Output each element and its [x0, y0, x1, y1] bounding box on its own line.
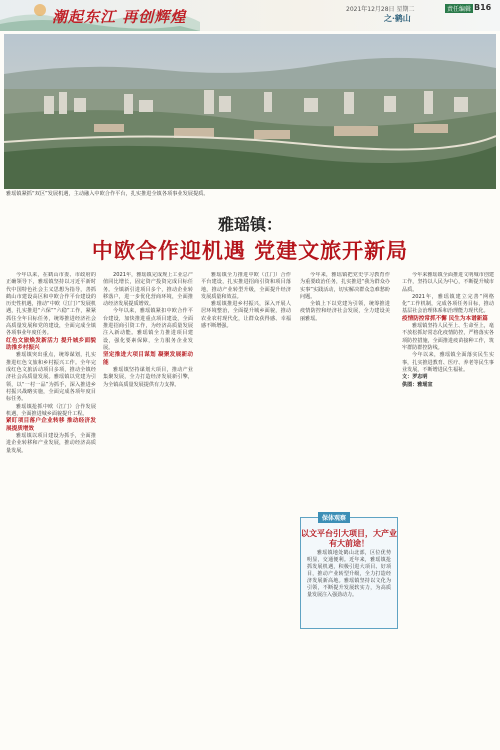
paragraph: 今年以来，雅瑶镇紧扣中欧合作平台建设，加快推进重点项目建设，全面推进招商引资工作，为经济高质量发展注入新动能。雅瑶镇全力推进项目建设，强化要素保障，全力服务企业发展。 [103, 308, 193, 351]
photo-credit: 供图：雅瑶宣 [402, 381, 433, 388]
aerial-photo-illustration [4, 34, 496, 189]
aerial-town-photo [4, 34, 496, 189]
sidebar-box-body: 雅瑶镇地处鹤山北部，区位优势明显，交通便利。近年来，雅瑶镇抢抓发展机遇，积极引进大项目、好项目，推动产业转型升级，全力打造经济发展新高地。雅瑶镇坚持以文化为引领，不断提升发展软实力，为高质量发展注入强劲动力。 [307, 550, 391, 598]
section-name: 之·鹤山 [384, 13, 411, 23]
editor-tag: 责任编辑 [447, 6, 472, 13]
paragraph: 2021年，雅瑶镇建立完善“网格化”工作机制，完成各项任务目标，推动基层社会治理体系和治理能力现代化。 [402, 293, 494, 315]
paragraph: 雅瑶镇推进乡村振兴，深入开展人居环境整治，全面提升城乡面貌，推动农业农村现代化，让群众获得感、幸福感不断增强。 [201, 301, 291, 330]
sidebar-box-label: 保体观察 [318, 512, 350, 523]
section-subhead: 坚定推进大项目谋划 凝聚发展新动能 [103, 352, 193, 366]
paragraph: 今年以来，在鹤山市委、市政府的正确领导下，雅瑶镇坚持以习近平新时代中国特色社会主义思想为指导，善抓鹤山市建设高区和中欧合作平台建设的历史性机遇，推动“中欧（江门）”发展机遇，扎实推进“六保”“六稳”工作，紧紧抓住全年目标任务，统筹推进经济社会高质量发展和党的建设，全面完成全镇各项事业年度任务。 [6, 272, 96, 337]
page-headline: 中欧合作迎机遇 党建文旅开新局 [91, 238, 409, 263]
sidebar-box-title: 以文平台引大项目，大产业有大前途！ [301, 528, 397, 548]
paragraph: 雅瑶镇突出重点，统筹谋划，扎实推进红色文旅和乡村振兴工作。全年完成红色文旅活动项目多项，推动全镇经济社会高质量发展。雅瑶镇以党建为引领，以“一村一品”为抓手，深入推进乡村振兴战略实施，全面完成各项年度目标任务。 [6, 352, 96, 403]
article-column-5 [402, 272, 494, 744]
article-body [6, 272, 494, 744]
section-subhead: 红色文旅焕发新活力 提升城乡面貌助推乡村振兴 [6, 337, 96, 352]
article-column-1 [6, 272, 96, 744]
paragraph: 雅瑶镇坚持人民至上、生命至上，毫不放松抓好常态化疫情防控，严格落实各项防控措施，全面推进疫苗接种工作，筑牢群防群控防线。 [402, 323, 494, 352]
paragraph: 雅瑶镇全力推进中欧（江门）合作平台建设，扎实推进招商引资和项目落地，推动产业转型升级，全面提升经济发展质量和效益。 [201, 272, 291, 300]
article-column-2 [103, 272, 193, 744]
paragraph: 今年来雅瑶镇全面推进文明城市创建工作，坚持以人民为中心，不断提升城市品质。 [402, 272, 494, 293]
page-number: B16 [474, 3, 492, 12]
paragraph: 雅瑶镇坚持谋划大项目，推动产业集聚发展，全力打造经济发展新引擎，为全镇高质量发展提供有力支撑。 [103, 367, 193, 388]
headline-kicker [0, 212, 500, 235]
paragraph: 雅瑶镇以项目建设为抓手，全面推进企业转移和产业发展，推动经济高质量发展。 [6, 432, 96, 454]
author-byline: 文：罗志明 [402, 374, 428, 381]
paragraph: 2021年，雅瑶镇完成规上工业总产值同比增长，固定资产投资完成目标任务。全镇新引进项目多个，推动企业转移落户，进一步优化营商环境，全面推动经济发展提质增效。 [103, 272, 193, 308]
paragraph: 今年来，雅瑶镇把党史学习教育作为重要政治任务，扎实推进“我为群众办实事”实践活动，切实解决群众急难愁盼问题。 [300, 272, 390, 300]
sidebar-box [300, 517, 398, 629]
article-column-4 [300, 272, 390, 512]
photo-caption: 雅瑶镇紧抓“双区”发展机遇，主动融入中欧合作平台，扎实推进全镇各项事业发展提质。 [6, 191, 209, 197]
section-subhead: 紧盯项目落户企业转移 推动经济发展提质增效 [6, 418, 96, 432]
paragraph: 全镇上下以党建为引领，统筹推进疫情防控和经济社会发展，全力建设美丽雅瑶。 [300, 301, 390, 322]
issue-date: 2021年12月28日 星期二 [346, 6, 415, 13]
paragraph: 今年以来，雅瑶镇全面落实民生实事，扎实推进教育、医疗、养老等民生事业发展，不断增进民生福祉。 [402, 352, 494, 373]
paragraph: 雅瑶镇抢抓中欧（江门）合作发展机遇，全面推进城乡面貌提升工程。 [6, 403, 96, 417]
kicker-text: 雅瑶镇： [214, 215, 286, 234]
article-column-3 [201, 272, 291, 744]
banner-title: 潮起东江 再创辉煌 [52, 8, 187, 26]
page-banner [0, 0, 500, 31]
section-subhead: 疫情防控常抓不懈 民生为本谱新篇 [402, 315, 488, 322]
